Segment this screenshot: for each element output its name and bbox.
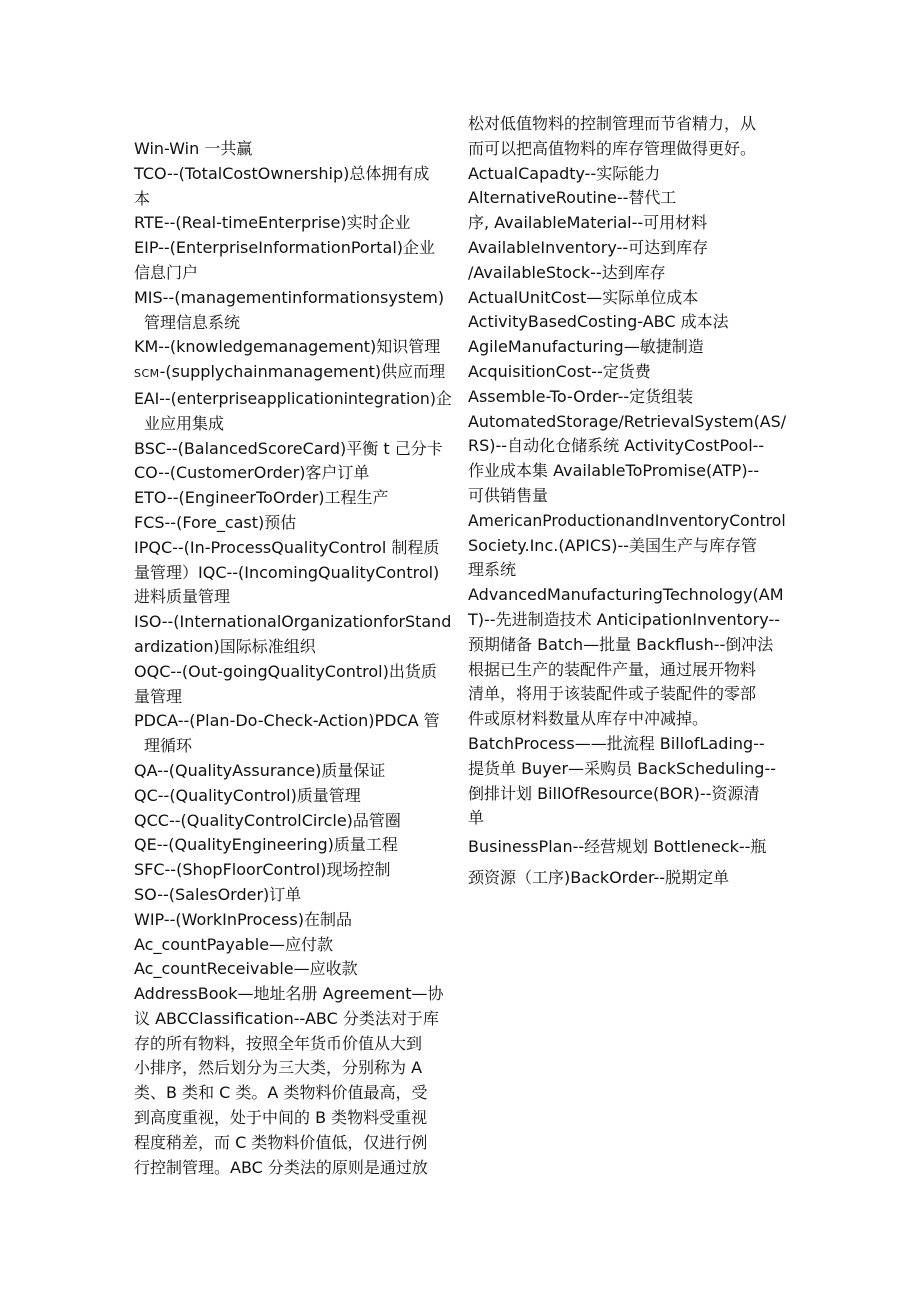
text-line: RTE--(Real-timeEnterprise)实时企业 [134,213,411,233]
text-line: 颈资源（工序)BackOrder--脱期定单 [468,867,730,887]
text-line: 程度稍差，而 C 类物料价值低，仅进行例 [134,1132,428,1152]
text-line: 存的所有物料，按照全年货币价值从大到 [134,1033,423,1053]
text-line: EAI--(enterpriseapplicationintegration)企 [134,388,452,408]
text-line: 提货单 Buyer—采购员 BackScheduling-- [468,758,776,778]
text-line: AdvancedManufacturingTechnology(AM [468,585,784,605]
text-line: TCO--(TotalCostOwnership)总体拥有成 [134,163,430,183]
text-line: 预期储备 Batch—批量 Backflush--倒冲法 [468,634,774,654]
text-line: IPQC--(In-ProcessQualityControl 制程质 [134,537,440,557]
text-line: BSC--(BalancedScoreCard)平衡 t 己分卡 [134,438,443,458]
text-line: 件或原材料数量从库存中冲减掉。 [468,709,709,729]
text-line: 而可以把高值物料的库存管理做得更好。 [468,138,757,158]
text-line: FCS--(Fore_cast)预估 [134,512,297,532]
text-line: 序, AvailableMaterial--可用材料 [468,213,708,233]
text-line: 根据已生产的装配件产量，通过展开物料 [468,659,757,679]
text-line: QE--(QualityEngineering)质量工程 [134,835,398,855]
text-line: ardization)国际标准组织 [134,636,316,656]
text-line: 理循环 [144,736,193,756]
text-line: QA--(QualityAssurance)质量保证 [134,760,386,780]
text-line: 本 [134,188,151,208]
text-line: AgileManufacturing—敏捷制造 [468,337,704,357]
text-line: ActualUnitCost—实际单位成本 [468,287,699,307]
text-line: ActualCapadty--实际能力 [468,163,661,183]
text-line: AcquisitionCost--定货费 [468,361,651,381]
text-line: AlternativeRoutine--替代工 [468,188,677,208]
text-line: 作业成本集 AvailableToPromise(ATP)-- [468,461,760,481]
text-line: BusinessPlan--经营规划 Bottleneck--瓶 [468,837,767,857]
text-line: WIP--(WorkInProcess)在制品 [134,909,352,929]
text-line: 到高度重视，处于中间的 B 类物料受重视 [134,1108,428,1128]
text-line: 进料质量管理 [134,587,231,607]
text-line: RS)--自动化仓储系统 ActivityCostPool-- [468,436,765,456]
text-line: MIS--(managementinformationsystem) [134,287,445,307]
text-line: SFC--(ShopFloorControl)现场控制 [134,860,391,880]
text-line: ETO--(EngineerToOrder)工程生产 [134,488,389,508]
text-line: EIP--(EnterpriseInformationPortal)企业 [134,238,436,258]
text-line: Ac_countReceivable—应收款 [134,959,358,979]
text-line: ISO--(InternationalOrganizationforStand [134,612,452,632]
scm-prefix: SCM [134,367,160,381]
text-line: Society.Inc.(APICS)--美国生产与库存管 [468,535,757,555]
text-line: 管理信息系统 [144,312,241,332]
text-line: 信息门户 [134,262,199,282]
text-line: /AvailableStock--达到库存 [468,262,666,282]
text-line: PDCA--(Plan-Do-Check-Action)PDCA 管 [134,711,440,731]
text-line: 业应用集成 [144,413,225,433]
text-line: 单 [468,808,485,828]
text-line: AmericanProductionandInventoryControl [468,511,786,530]
right-text-column [468,112,786,891]
text-line-rest: -(supplychainmanagement)供应而理 [159,362,446,382]
text-line: Assemble-To-Order--定货组装 [468,386,694,406]
text-line: 小排序，然后划分为三大类，分别称为 A [134,1058,423,1078]
text-line: AvailableInventory--可达到库存 [468,237,709,257]
text-line: OQC--(Out-goingQualityControl)出货质 [134,661,437,681]
text-line: AutomatedStorage/RetrievalSystem(AS/ [468,411,787,431]
text-line: ActivityBasedCosting-ABC 成本法 [468,312,729,332]
text-line: QCC--(QualityControlCircle)品管圈 [134,810,401,830]
text-line: 量管理 [134,686,183,706]
text-line: 行控制管理。ABC 分类法的原则是通过放 [134,1157,428,1177]
text-line: AddressBook—地址名册 Agreement—协 [134,984,444,1004]
text-line: KM--(knowledgemanagement)知识管理 [134,337,441,357]
left-text-column [134,137,452,1180]
text-line: 倒排计划 BillOfResource(BOR)--资源清 [468,783,760,803]
text-line: Win-Win 一共赢 [134,139,253,158]
text-line: 议 ABCClassification--ABC 分类法对于库 [134,1008,439,1028]
text-line: 清单，将用于该装配件或子装配件的零部 [468,684,757,704]
text-line: BatchProcess——批流程 BillofLading-- [468,733,765,753]
text-line: 理系统 [468,560,517,580]
text-line: T)--先进制造技术 AnticipationInventory-- [468,609,780,629]
text-line: SO--(SalesOrder)订单 [134,884,302,904]
text-line: 可供销售量 [468,485,549,505]
text-line: CO--(CustomerOrder)客户订单 [134,463,370,483]
text-line-scm [134,360,452,387]
text-line: 量管理）IQC--(IncomingQualityControl) [134,562,440,582]
text-line: Ac_countPayable—应付款 [134,934,334,954]
text-line: 类、B 类和 C 类。A 类物料价值最高，受 [134,1083,428,1103]
text-line: QC--(QualityControl)质量管理 [134,785,361,805]
text-line: 松对低值物料的控制管理而节省精力，从 [468,114,757,133]
